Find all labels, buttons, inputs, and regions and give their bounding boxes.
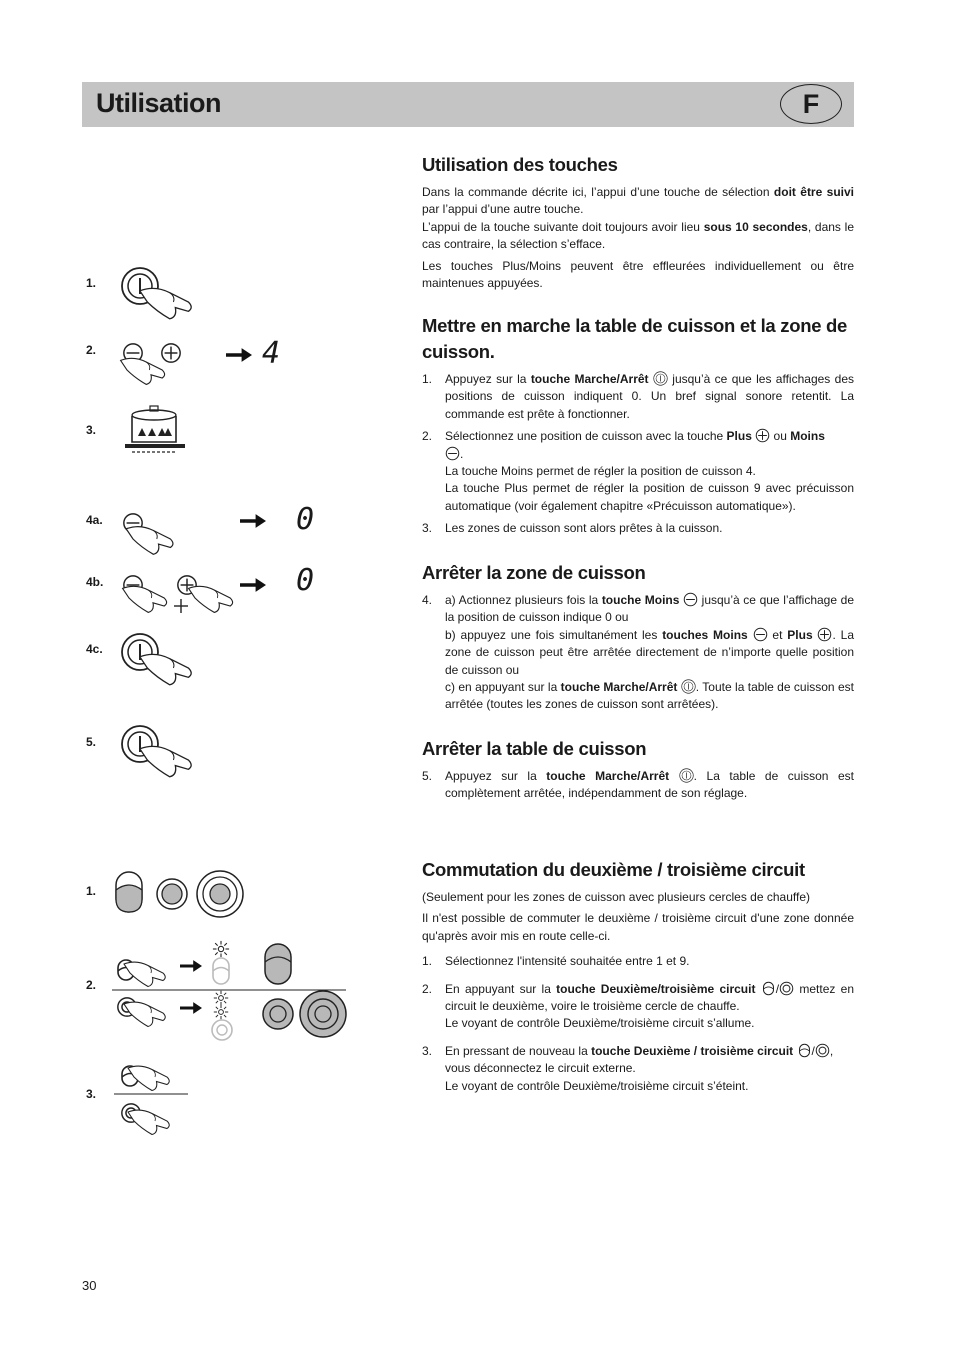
language-badge: F xyxy=(780,84,842,124)
section-title-marche: Mettre en marche la table de cuisson et la zone de cuisson. xyxy=(422,315,848,362)
section-title-arret-zone: Arrêter la zone de cuisson xyxy=(422,562,646,583)
power-button-illustration-5 xyxy=(118,722,194,780)
arret-zone-steps xyxy=(422,592,854,714)
dual-zone-icon xyxy=(797,1043,812,1058)
section-mise-en-marche xyxy=(422,313,854,543)
figure-label-5: 5. xyxy=(86,735,97,749)
list-item: 2. En appuyant sur la touche Deuxième/troisième circuit / mettez en circuit le deuxième, voire le troisième cercle de chauffe. Le voyant de contrôle Deuxième/troisième circuit s’allume. xyxy=(422,981,854,1031)
list-item: 3. En pressant de nouveau la touche Deuxième / troisième circuit / , vous déconnectez le circuit externe. Le voyant de contrôle Deuxième/troisième circuit s’éteint. xyxy=(422,1043,834,1093)
figure-label-circuit-1: 1. xyxy=(86,884,97,898)
figure-label-1: 1. xyxy=(86,276,97,290)
figure-label-4b: 4b. xyxy=(86,575,104,589)
plus-and-minus-press-illustration xyxy=(118,570,278,616)
page-title: Utilisation xyxy=(96,88,222,118)
list-item: 3. Les zones de cuisson sont alors prêtes à la cuisson. xyxy=(422,521,723,536)
list-item: 1. Sélectionnez l'intensité souhaitée entre 1 et 9. xyxy=(422,954,690,969)
section-title-touches: Utilisation des touches xyxy=(422,154,618,175)
minus-icon xyxy=(683,592,698,607)
list-item: 1. Appuyez sur la touche Marche/Arrêt jusqu’à ce que les affichages des positions de cuisson indiquent 0. Un bref signal sonore retentit. La commande est prête à fonctionner. xyxy=(422,372,855,421)
figure-label-3: 3. xyxy=(86,423,97,437)
page-header xyxy=(82,82,854,127)
touches-paragraph-3: Les touches Plus/Moins peuvent être effleurées individuellement ou être maintenues appuyées. xyxy=(422,258,854,291)
section-title-circuit: Commutation du deuxième / troisième circuit xyxy=(422,859,805,880)
figure-label-4c: 4c. xyxy=(86,642,103,656)
minus-icon xyxy=(445,446,460,461)
display-digit-0-4a: 0 xyxy=(296,502,315,537)
pot-on-cooktop-icon xyxy=(124,404,188,456)
section-touches xyxy=(422,152,854,296)
section-arret-zone xyxy=(422,560,854,719)
plus-icon xyxy=(817,627,832,642)
circuit-note: (Seulement pour les zones de cuisson avec plusieurs cercles de chauffe) xyxy=(422,890,810,904)
arret-table-steps xyxy=(422,768,854,803)
list-item: 2. Sélectionnez une position de cuisson avec la touche Plus ou Moins . La touche Moins permet de régler la position de cuisson 4. La touche Plus permet de régler la position de cuisson 9 avec précuisson automatique (voir également chapitre «Précuisson automatique»). xyxy=(422,429,854,513)
marche-steps xyxy=(422,371,854,538)
page-number: 30 xyxy=(82,1278,97,1293)
list-item: 4. a) Actionnez plusieurs fois la touche Moins jusqu’à ce que l’affichage de la position de cuisson indique 0 ou b) appuyez une fois simultanément les touches Moins et Plus . La zone de cuisson peut être arrêtée directement de n’importe quelle position de cuisson ou c) en appuyant sur la touche Marche/Arrêt . Toute la table de cuisson est arrêtée (toutes les zones de cuisson sont arrêtées). xyxy=(422,593,855,712)
ring-zone-icon xyxy=(815,1043,830,1058)
power-icon xyxy=(681,679,696,694)
section-circuit xyxy=(422,857,854,1100)
power-icon xyxy=(679,768,694,783)
power-button-illustration-4c xyxy=(118,630,194,688)
figure-label-2: 2. xyxy=(86,343,97,357)
plus-icon xyxy=(755,428,770,443)
touches-paragraph-1: Dans la commande décrite ici, l’appui d’une touche de sélection doit être suivi par l’appui d’une autre touche. L’appui de la touche suivante doit toujours avoir lieu sous 10 secondes, dans le cas contraire, la sélection s’efface. xyxy=(422,185,854,252)
section-arret-table xyxy=(422,736,854,808)
list-item: 5. Appuyez sur la touche Marche/Arrêt . La table de cuisson est complètement arrêtée, indépendamment de son réglage. xyxy=(422,769,854,801)
display-digit-0-4b: 0 xyxy=(296,563,315,598)
ring-zone-icon xyxy=(779,981,794,996)
section-title-arret-table: Arrêter la table de cuisson xyxy=(422,738,647,759)
minus-icon xyxy=(753,627,768,642)
circuit-activation-illustration xyxy=(112,940,352,1044)
minus-press-illustration xyxy=(118,508,278,556)
figure-label-circuit-3: 3. xyxy=(86,1087,97,1101)
circuit-paragraph: Il n'est possible de commuter le deuxième / troisième circuit d'une zone donnée qu'après avoir mis en route celle-ci. xyxy=(422,911,854,943)
dual-zone-icon xyxy=(761,981,776,996)
power-button-illustration xyxy=(118,264,194,324)
circuit-steps xyxy=(422,953,854,1095)
figure-label-circuit-2: 2. xyxy=(86,978,97,992)
circuit-zones-illustration xyxy=(112,868,252,922)
circuit-deactivation-illustration xyxy=(112,1058,192,1144)
figure-label-4a: 4a. xyxy=(86,513,103,527)
display-digit-4: 4 xyxy=(262,336,281,371)
power-icon xyxy=(653,371,668,386)
